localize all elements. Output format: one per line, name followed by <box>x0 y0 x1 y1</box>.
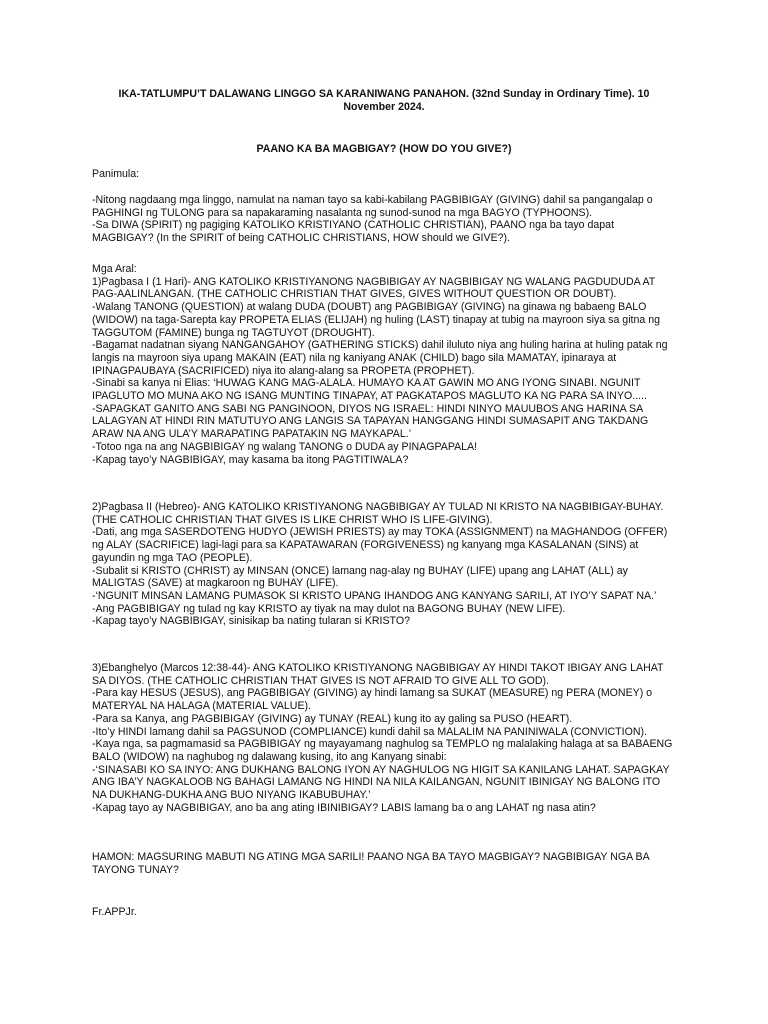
gospel-line: -‘SINASABI KO SA INYO: ANG DUKHANG BALONG IYON AY NAGHULOG NG HIGIT SA KANILANG LAHAT. SAPAGKAY ANG IBA’Y NAGKALOOB NG BAHAGI LAMANG NG HINDI NA NILA KAILANGAN, NGUNIT IBINIGAY NG BALONG ITO NA DUKHANG-DUKHA ANG BUO NIYANG IKABUBUHAY.’ <box>92 763 670 802</box>
reading1-line: -SAPAGKAT GANITO ANG SABI NG PANGINOON, DIYOS NG ISRAEL: HINDI NINYO MAUUBOS ANG HARINA SA LALAGYAN AT HINDI RIN MATUTUYO ANG LANGIS SA TAPAYAN HANGGANG HINDI SUMASAPIT ANG TAKDANG ARAW NA ANG ULA’Y MARAPATING PAPATAKIN NG MAYKAPAL.’ <box>92 402 649 441</box>
gospel-line: 3)Ebanghelyo (Marcos 12:38-44)- ANG KATOLIKO KRISTIYANONG NAGBIBIGAY AY HINDI TAKOT IBIGAY ANG LAHAT SA DIYOS. (THE CATHOLIC CHRISTIAN THAT GIVES IS NOT AFRAID TO GIVE ALL TO GOD). <box>92 662 664 687</box>
intro-heading <box>92 168 676 181</box>
intro-section <box>92 194 676 245</box>
intro-heading-text: Panimula: <box>92 168 140 180</box>
reading1-line: 1)Pagbasa I (1 Hari)- ANG KATOLIKO KRISTIYANONG NAGBIBIGAY AY NAGBIBIGAY NG WALANG PAGDUDUDA AT PAG-AALINLANGAN. (THE CATHOLIC CHRISTIAN THAT GIVES, GIVES WITHOUT QUESTION OR DOUBT). <box>92 275 655 301</box>
reading2-section <box>92 501 676 628</box>
gospel-section <box>92 662 676 814</box>
reading2-line: -‘NGUNIT MINSAN LAMANG PUMASOK SI KRISTO UPANG IHANDOG ANG KANYANG SARILI, AT IYO’Y SAPAT NA.’ <box>92 589 657 602</box>
gospel-line: -Kapag tayo ay NAGBIBIGAY, ano ba ang ating IBINIBIGAY? LABIS lamang ba o ang LAHAT ng nasa atin? <box>92 801 596 814</box>
signature: Fr.APPJr. <box>92 906 137 918</box>
document-title: IKA-TATLUMPU’T DALAWANG LINGGO SA KARANIWANG PANAHON. (32nd Sunday in Ordinary Time). 10 November 2024. <box>118 88 650 113</box>
challenge-text: HAMON: MAGSURING MABUTI NG ATING MGA SARILI! PAANO NGA BA TAYO MAGBIGAY? NAGBIBIGAY NGA BA TAYONG TUNAY? <box>92 851 650 876</box>
gospel-line: -Para sa Kanya, ang PAGBIBIGAY (GIVING) ay TUNAY (REAL) kung ito ay galing sa PUSO (HEART). <box>92 712 573 725</box>
reading1-line: -Bagamat nadatnan siyang NANGANGAHOY (GATHERING STICKS) dahil iluluto niya ang huling harina at huling patak ng langis na mayroon siya upang MAKAIN (EAT) nila ng kaniyang ANAK (CHILD) bago sila MAMATAY, ipinaraya at IPINAGPAUBAYA (SACRIFICED) niya ito alang-alang sa PROPETA (PROPHET). <box>92 339 668 377</box>
intro-line: -Sa DIWA (SPIRIT) ng pagiging KATOLIKO KRISTIYANO (CATHOLIC CHRISTIAN), PAANO nga ba tayo dapat MAGBIGAY? (In the SPIRIT of being CATHOLIC CHRISTIANS, HOW should we GIVE?). <box>92 219 615 245</box>
challenge-section <box>92 851 676 876</box>
gospel-line: -Kaya nga, sa pagmamasid sa PAGBIBIGAY ng mayayamang naghulog sa TEMPLO ng malalaking halaga at sa BABAENG BALO (WIDOW) na naghubog ng dalawang kusing, ito ang Kanyang sinabi: <box>92 738 673 763</box>
reading1-line: -Walang TANONG (QUESTION) at walang DUDA (DOUBT) ang PAGBIBIGAY (GIVING) na ginawa ng babaeng BALO (WIDOW) na taga-Sarepta kay PROPETA ELIAS (ELIJAH) ng huling (LAST) tinapay at tubig na mayroon siya sa gitna ng TAGGUTOM (FAMINE) bunga ng TAGTUYOT (DROUGHT). <box>92 301 661 339</box>
reading2-line: 2)Pagbasa II (Hebreo)- ANG KATOLIKO KRISTIYANONG NAGBIBIGAY AY TULAD NI KRISTO NA NAGBIBIGAY-BUHAY. (THE CATHOLIC CHRISTIAN THAT GIVES IS LIKE CHRIST WHO IS LIFE-GIVING). <box>92 501 664 526</box>
lessons-heading: Mga Aral: <box>92 263 137 275</box>
reading1-line: -Totoo nga na ang NAGBIBIGAY ng walang TANONG o DUDA ay PINAGPAPALA! <box>92 440 478 453</box>
document-subtitle: PAANO KA BA MAGBIGAY? (HOW DO YOU GIVE?) <box>256 143 512 155</box>
reading2-line: -Subalit si KRISTO (CHRIST) ay MINSAN (ONCE) lamang nag-alay ng BUHAY (LIFE) upang ang LAHAT (ALL) ay MALIGTAS (SAVE) at magkaroon ng BUHAY (LIFE). <box>92 564 628 590</box>
reading1-section <box>92 263 676 466</box>
reading2-line: -Ang PAGBIBIGAY ng tulad ng kay KRISTO ay tiyak na may dulot na BAGONG BUHAY (NEW LIFE). <box>92 602 566 615</box>
reading1-line: -Sinabi sa kanya ni Elias: ‘HUWAG KANG MAG-ALALA. HUMAYO KA AT GAWIN MO ANG IYONG SINABI. NGUNIT IPAGLUTO MO MUNA AKO NG ISANG MUNTING TINAPAY, AT PAGKATAPOS MAGLUTO KA NG PARA SA INYO..... <box>92 377 647 403</box>
intro-line: -Nitong nagdaang mga linggo, namulat na naman tayo sa kabi-kabilang PAGBIBIGAY (GIVING) dahil sa pangangalap o PAGHINGI ng TULONG para sa napakaraming nasalanta ng sunod-sunod na mga BAGYO (TYPHOONS). <box>92 194 653 219</box>
reading2-line: -Dati, ang mga SASERDOTENG HUDYO (JEWISH PRIESTS) ay may TOKA (ASSIGNMENT) na MAGHANDOG (OFFER) ng ALAY (SACRIFICE) lagi-lagi para sa KAPATAWARAN (FORGIVENESS) ng kanyang mga KASALANAN (SINS) at gayundin ng mga TAO (PEOPLE). <box>92 526 668 564</box>
gospel-line: -Ito’y HINDI lamang dahil sa PAGSUNOD (COMPLIANCE) kundi dahil sa MALALIM NA PANINIWALA (CONVICTION). <box>92 725 647 738</box>
reading1-line: -Kapag tayo’y NAGBIBIGAY, may kasama ba itong PAGTITIWALA? <box>92 453 409 466</box>
reading2-line: -Kapag tayo’y NAGBIBIGAY, sinisikap ba nating tularan si KRISTO? <box>92 615 410 628</box>
gospel-line: -Para kay HESUS (JESUS), ang PAGBIBIGAY (GIVING) ay hindi lamang sa SUKAT (MEASURE) ng PERA (MONEY) o MATERYAL NA HALAGA (MATERIAL VALUE). <box>92 687 653 713</box>
